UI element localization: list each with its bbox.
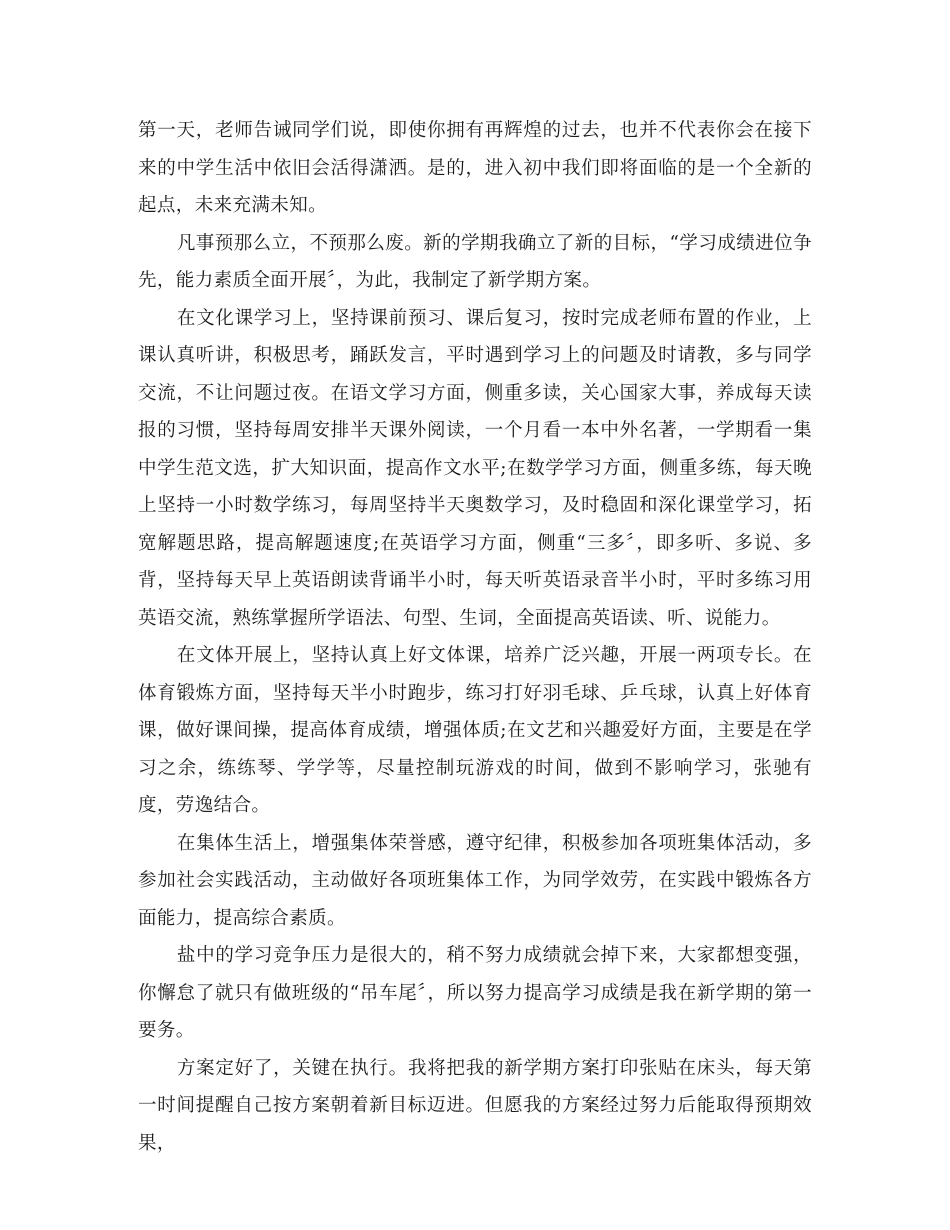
paragraph-7: 方案定好了，关键在执行。我将把我的新学期方案打印张贴在床头，每天第一时间提醒自己按方案朝着新目标迈进。但愿我的方案经过努力后能取得预期效果，: [138, 1057, 812, 1154]
paragraph-1: 第一天，老师告诫同学们说，即使你拥有再辉煌的过去，也并不代表你会在接下来的中学生活中依旧会活得潇洒。是的，进入初中我们即将面临的是一个全新的起点，未来充满未知。: [138, 120, 812, 216]
paragraph-2: 凡事预那么立，不预那么废。新的学期我确立了新的目标，“学习成绩进位争先，能力素质全面开展〞，为此，我制定了新学期方案。: [138, 232, 812, 291]
paragraph-6: 盐中的学习竞争压力是很大的，稍不努力成绩就会掉下来，大家都想变强，你懈怠了就只有做班级的“吊车尾〞，所以努力提高学习成绩是我在新学期的第一要务。: [138, 945, 812, 1041]
paragraph-4: 在文体开展上，坚持认真上好文体课，培养广泛兴趣，开展一两项专长。在体育锻炼方面，坚持每天半小时跑步，练习打好羽毛球、乒乓球，认真上好体育课，做好课间操，提高体育成绩，增强体质;在文艺和兴趣爱好方面，主要是在学习之余，练练琴、学学等，尽量控制玩游戏的时间，做到不影响学习，张驰有度，劳逸结合。: [138, 645, 812, 816]
paragraph-5: 在集体生活上，增强集体荣誉感，遵守纪律，积极参加各项班集体活动，多参加社会实践活动，主动做好各项班集体工作，为同学效劳，在实践中锻炼各方面能力，提高综合素质。: [138, 832, 812, 929]
document-body: [138, 112, 812, 1162]
paragraph-3: 在文化课学习上，坚持课前预习、课后复习，按时完成老师布置的作业，上课认真听讲，积极思考，踊跃发言，平时遇到学习上的问题及时请教，多与同学交流，不让问题过夜。在语文学习方面，侧重多读，关心国家大事，养成每天读报的习惯，坚持每周安排半天课外阅读，一个月看一本中外名著，一学期看一集中学生范文选，扩大知识面，提高作文水平;在数学学习方面，侧重多练，每天晚上坚持一小时数学练习，每周坚持半天奥数学习，及时稳固和深化课堂学习，拓宽解题思路，提高解题速度;在英语学习方面，侧重“三多〞，即多听、多说、多背，坚持每天早上英语朗读背诵半小时，每天听英语录音半小时，平时多练习用英语交流，熟练掌握所学语法、句型、生词，全面提高英语读、听、说能力。: [138, 307, 812, 629]
